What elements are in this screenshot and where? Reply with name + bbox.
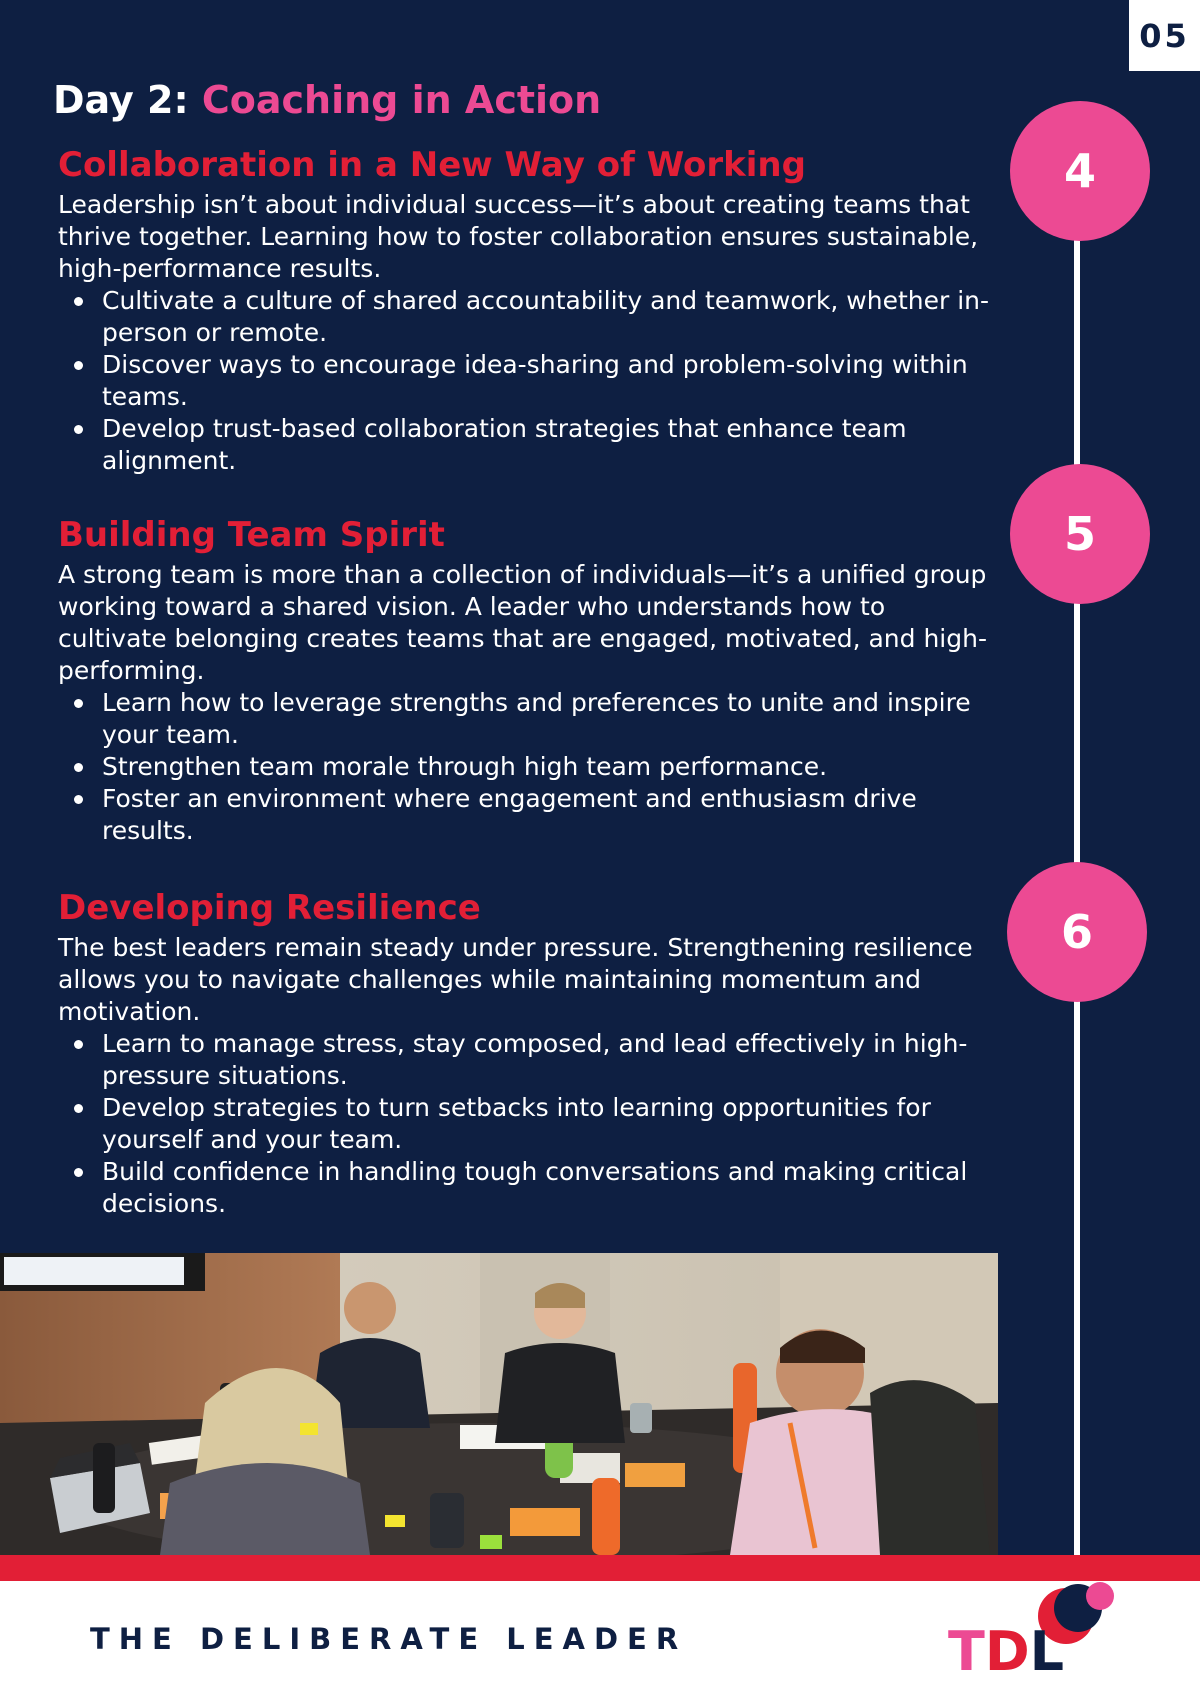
bullet-dot bbox=[74, 1104, 83, 1113]
section-intro: Leadership isn’t about individual success—it’s about creating teams that thrive together. Learning how to foster collaboration ensures sustainable, high-performance results. bbox=[58, 190, 979, 283]
list-item bbox=[72, 1092, 993, 1156]
footer-brand: THE DELIBERATE LEADER bbox=[90, 1622, 688, 1656]
page-title bbox=[53, 78, 601, 122]
section-resilience bbox=[58, 888, 993, 1220]
workshop-photo bbox=[0, 1253, 998, 1555]
list-item bbox=[72, 413, 993, 477]
bullet-dot bbox=[74, 763, 83, 772]
list-item-text: Cultivate a culture of shared accountability and teamwork, whether in-person or remote. bbox=[102, 286, 990, 347]
bullet-list bbox=[72, 1028, 993, 1220]
bullet-dot bbox=[74, 795, 83, 804]
bullet-dot bbox=[74, 297, 83, 306]
section-collaboration bbox=[58, 145, 993, 477]
list-item bbox=[72, 285, 993, 349]
list-item bbox=[72, 687, 993, 751]
list-item-text: Foster an environment where engagement and enthusiasm drive results. bbox=[102, 784, 917, 845]
list-item bbox=[72, 783, 993, 847]
section-intro: The best leaders remain steady under pressure. Strengthening resilience allows you to navigate challenges while maintaining momentum and motivation. bbox=[58, 933, 973, 1026]
list-item-text: Strengthen team morale through high team performance. bbox=[102, 752, 828, 781]
bullet-dot bbox=[74, 1040, 83, 1049]
bullet-dot bbox=[74, 1168, 83, 1177]
list-item-text: Discover ways to encourage idea-sharing and problem-solving within teams. bbox=[102, 350, 968, 411]
tdl-logo bbox=[946, 1582, 1122, 1678]
section-team-spirit bbox=[58, 515, 993, 847]
page-number: 05 bbox=[1129, 0, 1200, 71]
section-title: Collaboration in a New Way of Working bbox=[58, 145, 806, 185]
section-intro: A strong team is more than a collection of individuals—it’s a unified group working toward a shared vision. A leader who understands how to cultivate belonging creates teams that are engaged, motivated, and high-performing. bbox=[58, 560, 987, 685]
workshop-photo-illustration bbox=[0, 1253, 998, 1555]
bullet-list bbox=[72, 687, 993, 847]
list-item bbox=[72, 349, 993, 413]
footer-accent-band bbox=[0, 1555, 1200, 1581]
list-item-text: Learn to manage stress, stay composed, and lead effectively in high-pressure situations. bbox=[102, 1029, 968, 1090]
list-item-text: Develop trust-based collaboration strategies that enhance team alignment. bbox=[102, 414, 907, 475]
list-item-text: Learn how to leverage strengths and preferences to unite and inspire your team. bbox=[102, 688, 971, 749]
step-circle-6: 6 bbox=[1007, 862, 1147, 1002]
step-circle-4: 4 bbox=[1010, 101, 1150, 241]
list-item bbox=[72, 751, 993, 783]
bullet-dot bbox=[74, 361, 83, 370]
bullet-dot bbox=[74, 425, 83, 434]
step-circle-5: 5 bbox=[1010, 464, 1150, 604]
bullet-list bbox=[72, 285, 993, 477]
list-item bbox=[72, 1028, 993, 1092]
day-title: Coaching in Action bbox=[201, 78, 602, 122]
bullet-dot bbox=[74, 699, 83, 708]
svg-text:TDL: TDL bbox=[948, 1620, 1065, 1678]
list-item-text: Build confidence in handling tough conversations and making critical decisions. bbox=[102, 1157, 968, 1218]
day-label: Day 2: bbox=[53, 78, 202, 122]
list-item-text: Develop strategies to turn setbacks into learning opportunities for yourself and your team. bbox=[102, 1093, 931, 1154]
section-title: Building Team Spirit bbox=[58, 515, 445, 555]
section-title: Developing Resilience bbox=[58, 888, 481, 928]
list-item bbox=[72, 1156, 993, 1220]
